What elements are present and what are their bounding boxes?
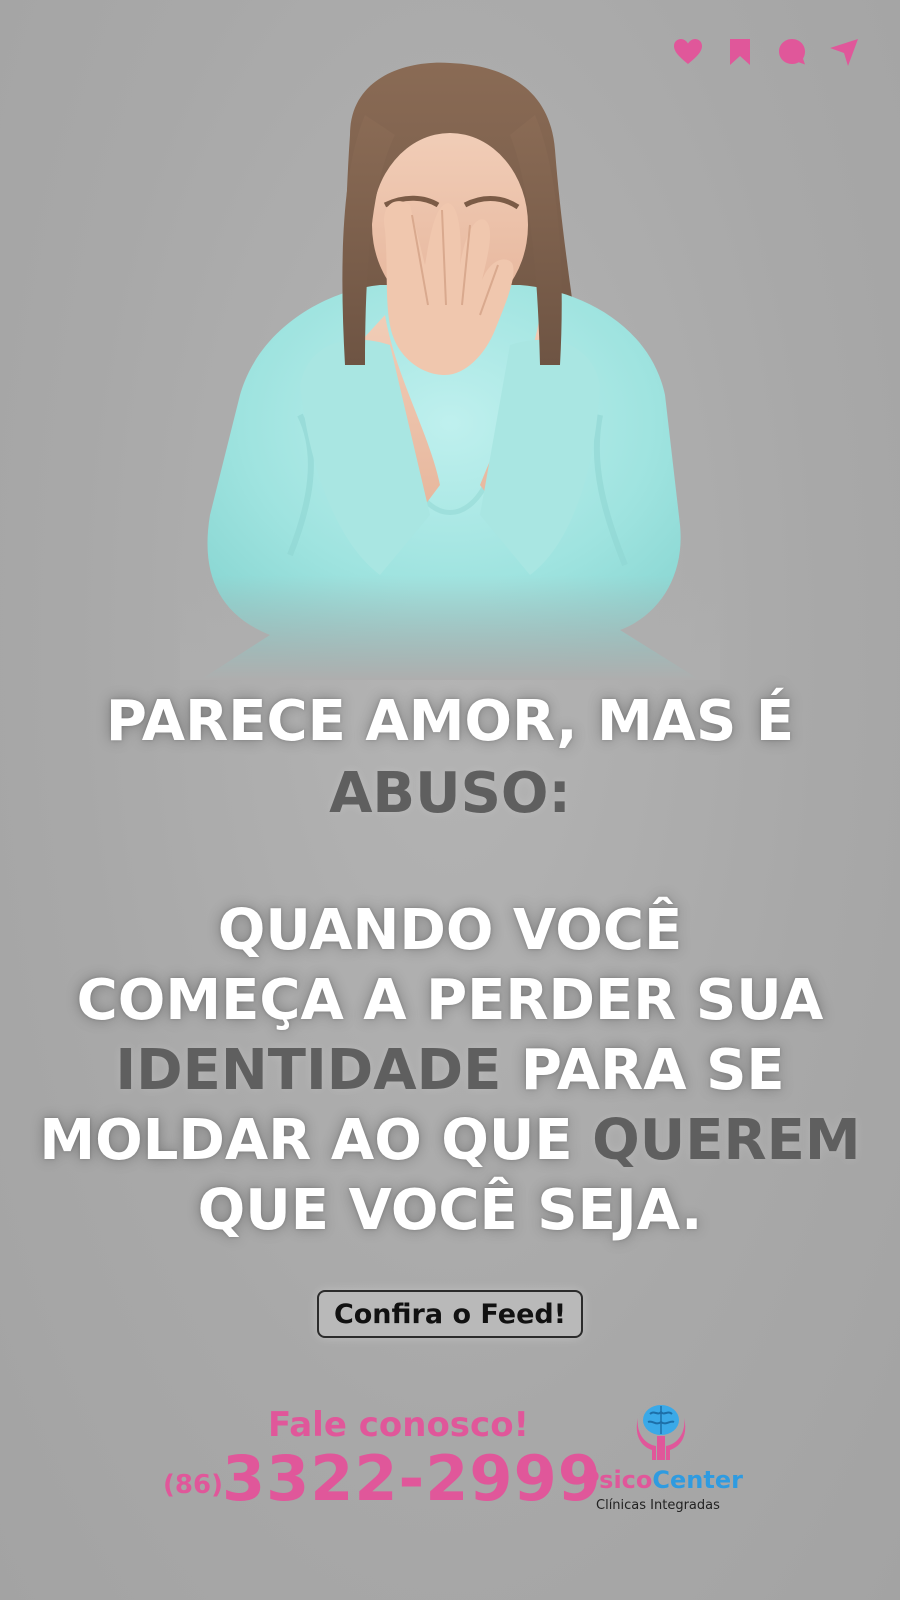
psicocenter-logo	[582, 1400, 742, 1515]
body-text: MOLDAR AO QUE	[39, 1108, 593, 1173]
body-highlight: IDENTIDADE	[115, 1038, 502, 1103]
body-line: QUE VOCÊ SEJA.	[197, 1178, 703, 1243]
bookmark-icon[interactable]	[724, 36, 756, 68]
confira-feed-button[interactable]: Confira o Feed!	[317, 1290, 583, 1338]
body-line	[0, 1036, 900, 1106]
headline-body	[0, 896, 900, 1246]
body-line	[0, 1106, 900, 1176]
headline-title	[0, 686, 900, 830]
logo-name-part1: Psico	[582, 1466, 653, 1494]
body-text: PARA SE	[501, 1038, 785, 1103]
comment-icon[interactable]	[776, 36, 808, 68]
logo-subtitle: Clínicas Integradas	[596, 1498, 720, 1513]
brain-hands-icon	[630, 1400, 692, 1462]
phone-number[interactable]: 3322-2999	[222, 1442, 602, 1515]
headline-highlight: ABUSO:	[329, 761, 571, 826]
share-icon[interactable]	[828, 36, 860, 68]
contact-title: Fale conosco!	[268, 1405, 530, 1445]
body-highlight: QUEREM	[592, 1108, 861, 1173]
headline-line: PARECE AMOR, MAS É	[105, 689, 795, 754]
body-line: COMEÇA A PERDER SUA	[76, 968, 824, 1033]
body-line: QUANDO VOCÊ	[217, 898, 683, 963]
logo-name-part2: Center	[652, 1466, 743, 1494]
logo-name	[582, 1466, 743, 1494]
woman-crying-photo	[180, 55, 720, 680]
phone-area-code: (86)	[163, 1470, 223, 1500]
